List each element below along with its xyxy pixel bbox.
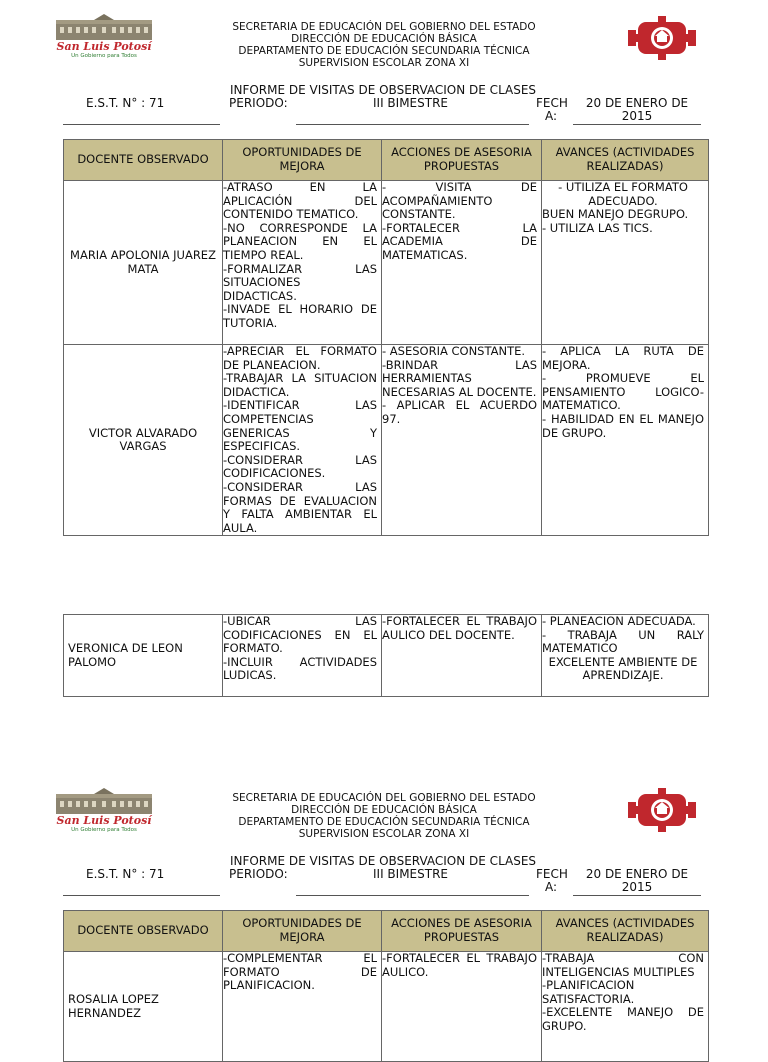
school-label: E.S.T. N° : 71: [86, 867, 165, 881]
header-line-supervision: SUPERVISION ESCOLAR ZONA XI: [298, 828, 470, 840]
col-header-progress: AVANCES (ACTIVIDADES REALIZADAS): [542, 911, 709, 952]
col-header-actions: ACCIONES DE ASESORIA PROPUESTAS: [382, 140, 542, 181]
progress-cell: - UTILIZA EL FORMATO ADECUADO. BUEN MANEJO DEGRUPO. - UTILIZA LAS TICS.: [542, 181, 709, 345]
school-label: E.S.T. N° : 71: [86, 96, 165, 110]
col-header-actions: ACCIONES DE ASESORIA PROPUESTAS: [382, 911, 542, 952]
date-label: FECH A:: [536, 867, 568, 894]
period-label: PERIODO:: [229, 96, 288, 110]
date-label: FECH A:: [536, 96, 568, 123]
visits-table-1-continued: [63, 614, 709, 697]
svg-text:San Luis Potosí: San Luis Potosí: [56, 40, 152, 53]
table-header-row: [64, 140, 709, 181]
actions-cell: - VISITA DE ACOMPAÑAMIENTO CONSTANTE. -FORTALECER LA ACADEMIA DE MATEMATICAS.: [382, 181, 542, 345]
table-row: [64, 952, 709, 1062]
header-line-supervision: SUPERVISION ESCOLAR ZONA XI: [298, 57, 470, 69]
header-line-department: DEPARTAMENTO DE EDUCACIÓN SECUNDARIA TÉCNICA: [238, 816, 530, 828]
table-row: [64, 345, 709, 536]
date-value: 20 DE ENERO DE 2015: [585, 96, 689, 123]
school-underline: [63, 895, 220, 896]
dgest-gear-logo: [626, 788, 698, 832]
col-header-opportunities: OPORTUNIDADES DE MEJORA: [223, 911, 382, 952]
table-header-row: [64, 911, 709, 952]
col-header-teacher: DOCENTE OBSERVADO: [64, 911, 223, 952]
col-header-teacher: DOCENTE OBSERVADO: [64, 140, 223, 181]
header-line-ministry: SECRETARIA DE EDUCACIÓN DEL GOBIERNO DEL ESTADO: [232, 792, 536, 804]
svg-text:Un Gobierno para Todos: Un Gobierno para Todos: [71, 53, 137, 59]
teacher-name: MARIA APOLONIA JUAREZ MATA: [64, 181, 223, 345]
actions-cell: - ASESORIA CONSTANTE. -BRINDAR LAS HERRAMIENTAS NECESARIAS AL DOCENTE. - APLICAR EL ACUERDO 97.: [382, 345, 542, 536]
date-value: 20 DE ENERO DE 2015: [585, 867, 689, 894]
header-block: [190, 792, 578, 840]
period-label: PERIODO:: [229, 867, 288, 881]
school-underline: [63, 124, 220, 125]
opportunities-cell: -COMPLEMENTAR EL FORMATO DE PLANIFICACION.: [223, 952, 382, 1062]
header-line-direction: DIRECCIÓN DE EDUCACIÓN BÁSICA: [291, 804, 477, 816]
teacher-name: ROSALIA LOPEZ HERNANDEZ: [64, 952, 223, 1062]
opportunities-cell: -ATRASO EN LA APLICACIÓN DEL CONTENIDO TEMATICO. -NO CORRESPONDE LA PLANEACION EN EL TIEMPO REAL. -FORMALIZAR LAS SITUACIONES DIDACTICAS. -INVADE EL HORARIO DE TUTORIA.: [223, 181, 382, 345]
progress-cell: - APLICA LA RUTA DE MEJORA. - PROMUEVE EL PENSAMIENTO LOGICO-MATEMATICO. - HABILIDAD EN EL MANEJO DE GRUPO.: [542, 345, 709, 536]
opportunities-cell: -APRECIAR EL FORMATO DE PLANEACION. -TRABAJAR LA SITUACION DIDACTICA. -IDENTIFICAR LAS COMPETENCIAS GENERICAS Y ESPECIFICAS. -CONSIDERAR LAS CODIFICACIONES. -CONSIDERAR LAS FORMAS DE EVALUACION Y FALTA AMBIENTAR EL AULA.: [223, 345, 382, 536]
table-row: [64, 181, 709, 345]
opportunities-cell: -UBICAR LAS CODIFICACIONES EN EL FORMATO. -INCLUIR ACTIVIDADES LUDICAS.: [223, 615, 382, 697]
date-underline: [573, 895, 701, 896]
col-header-opportunities: OPORTUNIDADES DE MEJORA: [223, 140, 382, 181]
san-luis-potosi-logo: [50, 14, 158, 58]
svg-text:San Luis Potosí: San Luis Potosí: [56, 814, 152, 827]
period-underline: [296, 124, 529, 125]
period-value: III BIMESTRE: [373, 867, 449, 881]
date-underline: [573, 124, 701, 125]
period-underline: [296, 895, 529, 896]
actions-cell: -FORTALECER EL TRABAJO AULICO.: [382, 952, 542, 1062]
table-row: [64, 615, 709, 697]
teacher-name: VERONICA DE LEON PALOMO: [64, 615, 223, 697]
teacher-name: VICTOR ALVARADO VARGAS: [64, 345, 223, 536]
san-luis-potosi-logo: [50, 788, 158, 832]
svg-text:Un Gobierno para Todos: Un Gobierno para Todos: [71, 827, 137, 833]
report-title: INFORME DE VISITAS DE OBSERVACION DE CLASES: [229, 854, 537, 868]
header-line-ministry: SECRETARIA DE EDUCACIÓN DEL GOBIERNO DEL ESTADO: [232, 21, 536, 33]
dgest-gear-logo: [626, 16, 698, 60]
visits-table-2: [63, 910, 709, 1062]
period-value: III BIMESTRE: [373, 96, 449, 110]
header-line-direction: DIRECCIÓN DE EDUCACIÓN BÁSICA: [291, 33, 477, 45]
actions-cell: -FORTALECER EL TRABAJO AULICO DEL DOCENTE.: [382, 615, 542, 697]
header-block: [190, 21, 578, 69]
col-header-progress: AVANCES (ACTIVIDADES REALIZADAS): [542, 140, 709, 181]
visits-table-1: [63, 139, 709, 536]
header-line-department: DEPARTAMENTO DE EDUCACIÓN SECUNDARIA TÉCNICA: [238, 45, 530, 57]
progress-cell: -TRABAJA CON INTELIGENCIAS MULTIPLES -PLANIFICACION SATISFACTORIA. -EXCELENTE MANEJO DE GRUPO.: [542, 952, 709, 1062]
progress-cell: - PLANEACION ADECUADA. - TRABAJA UN RALY MATEMATICO EXCELENTE AMBIENTE DE APRENDIZAJE.: [542, 615, 709, 697]
report-title: INFORME DE VISITAS DE OBSERVACION DE CLASES: [229, 83, 537, 97]
